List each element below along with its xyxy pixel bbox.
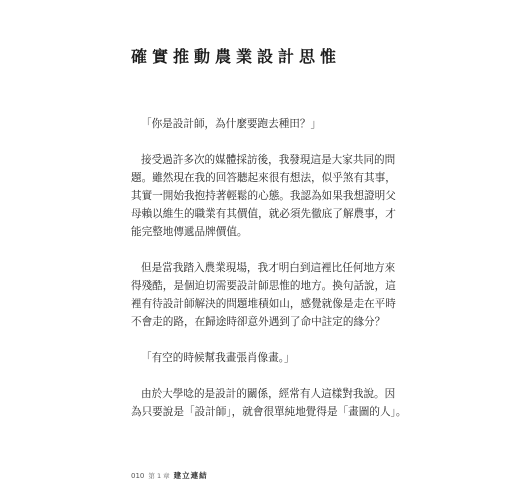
text-line: 為只要說是「設計師」，就會很單純地覺得是「畫圖的人」。 xyxy=(131,406,407,418)
text-line: 由於大學唸的是設計的關係，經常有人這樣對我說。因 xyxy=(141,388,396,400)
text-line: 接受過許多次的媒體採訪後，我發現這是大家共同的問 xyxy=(141,154,396,166)
chapter-label: 第 1 章 xyxy=(148,472,170,480)
body-text xyxy=(131,115,407,421)
paragraph-2 xyxy=(131,259,396,331)
paragraph-3 xyxy=(131,385,407,421)
text-line: 題。雖然現在我的回答聽起來很有想法，似乎煞有其事， xyxy=(131,172,396,184)
text-line: 裡有待設計師解決的問題堆積如山，感覺就像是走在平時 xyxy=(131,298,396,310)
text-line: 母賴以維生的職業有其價值，就必須先徹底了解農事，才 xyxy=(131,208,396,220)
text-line: 不會走的路，在歸途時卻意外遇到了命中註定的緣分？ xyxy=(131,316,386,328)
paragraph-quote-1 xyxy=(131,115,396,133)
chapter-name: 建立連結 xyxy=(173,471,208,480)
text-line: 得殘酷，是個迫切需要設計師思惟的地方。換句話說，這 xyxy=(131,280,396,292)
paragraph-quote-2 xyxy=(131,349,396,367)
text-line: 能完整地傳遞品牌價值。 xyxy=(131,226,248,238)
text-line: 其實一開始我抱持著輕鬆的心態。我認為如果我想證明父 xyxy=(131,190,396,202)
paragraph-1 xyxy=(131,151,396,241)
page-footer xyxy=(131,470,208,481)
page-title: 確實推動農業設計思惟 xyxy=(131,47,342,66)
text-line: 「有空的時候幫我畫張肖像畫。」 xyxy=(141,352,295,364)
page-number: 010 xyxy=(131,472,145,480)
text-line: 「你是設計師，為什麼要跑去種田？」 xyxy=(141,118,322,130)
text-line: 但是當我踏入農業現場，我才明白到這裡比任何地方來 xyxy=(141,262,396,274)
